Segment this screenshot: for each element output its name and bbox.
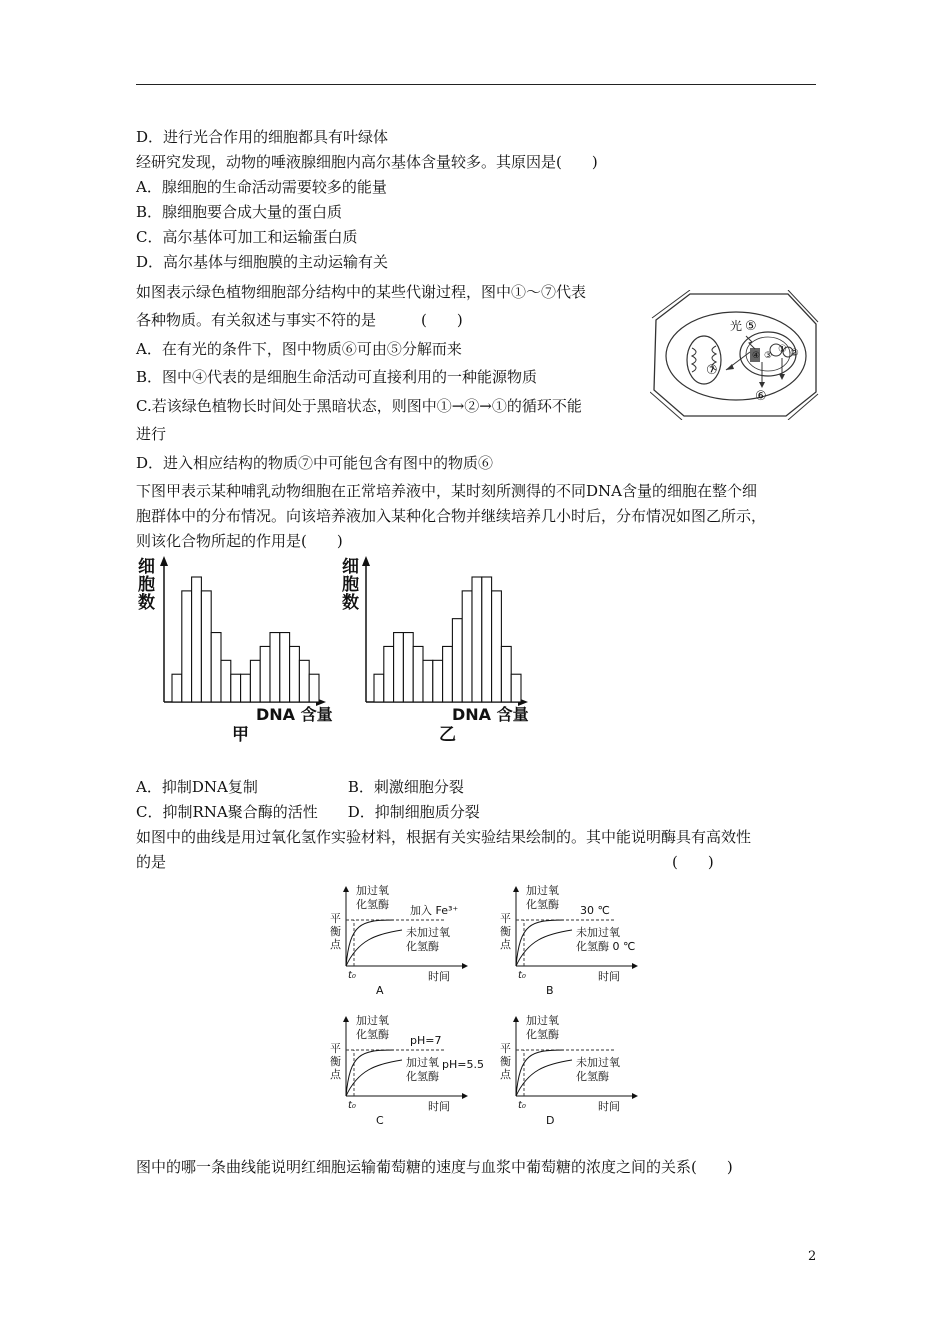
top-curve-label: 加过氧 <box>356 1014 389 1027</box>
histogram-bar <box>182 591 192 702</box>
panel-xlabel: 时间 <box>598 1100 620 1113</box>
panel-x-arrow <box>632 963 638 969</box>
panel-xlabel: 时间 <box>428 1100 450 1113</box>
panel-ylabel-char: 衡 <box>330 925 341 938</box>
histogram-bar <box>472 577 482 702</box>
upper-curve-label: 加入 Fe³⁺ <box>410 904 459 917</box>
q1-option-a: A．腺细胞的生命活动需要较多的能量 <box>136 178 387 196</box>
panel-x-arrow <box>462 1093 468 1099</box>
upper-curve <box>516 920 564 966</box>
panel-ylabel-char: 平 <box>330 912 341 925</box>
q4-stem-line1: 如图中的曲线是用过氧化氢作实验材料，根据有关实验结果绘制的。其中能说明酶具有高效性 <box>136 828 752 846</box>
lower-curve-label: 化氢酶 <box>406 1070 439 1083</box>
panel-y-arrow <box>513 886 519 892</box>
q3-stem-line3: 则该化合物所起的作用是( ) <box>136 532 343 550</box>
histogram-yi <box>342 556 529 745</box>
lower-curve-label: 未加过氧 <box>406 926 450 939</box>
page-number: 2 <box>808 1249 817 1264</box>
q4-stem-line2: 的是 <box>136 853 167 871</box>
histogram-bar <box>433 660 443 702</box>
q1-option-c: C．高尔基体可加工和运输蛋白质 <box>136 228 358 246</box>
ylabel-yi-2: 胞 <box>342 575 359 595</box>
enzyme-curves-figure <box>300 870 660 1130</box>
upper-curve-label: pH=7 <box>410 1034 442 1047</box>
histogram-bar <box>462 591 472 702</box>
panel-ylabel-char: 平 <box>330 1042 341 1055</box>
lower-curve-label: 未加过氧 <box>576 1056 620 1069</box>
bars-jia <box>172 577 319 702</box>
lower-curve-label: 化氢酶 0 ℃ <box>576 940 636 953</box>
panel-ylabel-char: 点 <box>330 1068 341 1081</box>
top-curve-label: 加过氧 <box>526 884 559 897</box>
bars-yi <box>374 577 521 702</box>
enzyme-panel-D <box>500 1013 638 1127</box>
q1-option-d: D．高尔基体与细胞膜的主动运输有关 <box>136 253 389 271</box>
ylabel-jia-1: 细 <box>138 557 155 577</box>
panel-t0: t₀ <box>348 1100 356 1111</box>
histogram-bar <box>394 633 404 702</box>
panel-letter: A <box>376 984 384 997</box>
panel-ylabel-char: 点 <box>500 1068 511 1081</box>
q2-option-d: D．进入相应结构的物质⑦中可能包含有图中的物质⑥ <box>136 454 494 472</box>
label-yi: 乙 <box>439 725 456 745</box>
panel-y-arrow <box>343 1016 349 1022</box>
panel-ylabel-char: 点 <box>330 938 341 951</box>
panel-letter: C <box>376 1114 384 1127</box>
histogram-bar <box>192 577 202 702</box>
q2-option-a: A．在有光的条件下，图中物质⑥可由⑤分解而来 <box>136 340 462 358</box>
histogram-jia <box>138 556 333 745</box>
q3-options-ab: A．抑制DNA复制 B．刺激细胞分裂 <box>136 778 464 796</box>
panel-t0: t₀ <box>348 970 356 981</box>
q2-option-c-line2: 进行 <box>136 425 167 443</box>
q5-stem: 图中的哪一条曲线能说明红细胞运输葡萄糖的速度与血浆中葡萄糖的浓度之间的关系( ) <box>136 1158 733 1176</box>
histogram-bar <box>403 633 413 702</box>
q1-stem: 经研究发现，动物的唾液腺细胞内高尔基体含量较多。其原因是( ) <box>136 153 598 171</box>
enzyme-panel-C <box>330 1013 484 1127</box>
ylabel-yi-3: 数 <box>342 593 359 613</box>
panel-t0: t₀ <box>518 970 526 981</box>
label-n4: ④ <box>752 351 761 361</box>
top-curve-label: 化氢酶 <box>356 898 389 911</box>
dna-histogram-figure <box>136 552 546 752</box>
ylabel-jia-2: 胞 <box>138 575 155 595</box>
histogram-bar <box>250 660 260 702</box>
q2-stem-line1: 如图表示绿色植物细胞部分结构中的某些代谢过程，图中①～⑦代表 <box>136 283 587 301</box>
histogram-bar <box>260 646 270 702</box>
histogram-bar <box>423 660 433 702</box>
label-n1: ① <box>778 344 787 355</box>
xlabel-yi: DNA 含量 <box>452 705 529 724</box>
top-curve-label: 加过氧 <box>526 1014 559 1027</box>
lower-curve-label: 化氢酶 <box>406 940 439 953</box>
lower-curve-extra-label: pH=5.5 <box>442 1058 484 1071</box>
lower-curve-label: 未加过氧 <box>576 926 620 939</box>
q2-option-c-line1: C.若该绿色植物长时间处于黑暗状态，则图中①→②→①的循环不能 <box>136 397 582 415</box>
upper-curve <box>346 1050 394 1096</box>
histogram-bar <box>231 674 241 702</box>
histogram-bar <box>501 646 511 702</box>
label-n7: ⑦ <box>706 363 718 378</box>
q3-stem-line2: 胞群体中的分布情况。向该培养液加入某种化合物并继续培养几小时后，分布情况如图乙所示， <box>136 507 767 525</box>
top-curve-label: 加过氧 <box>356 884 389 897</box>
panel-y-arrow <box>513 1016 519 1022</box>
upper-curve-label: 30 ℃ <box>580 904 610 917</box>
histogram-bar <box>384 646 394 702</box>
q2-stem-line2: 各种物质。有关叙述与事实不符的是 ( ) <box>136 311 463 329</box>
light-label: 光 <box>730 319 743 333</box>
histogram-bar <box>221 660 231 702</box>
q3-stem-line1: 下图甲表示某种哺乳动物细胞在正常培养液中，某时刻所测得的不同DNA含量的细胞在整个细 <box>136 482 757 500</box>
histogram-bar <box>290 646 300 702</box>
enzyme-panel-B <box>500 883 638 997</box>
label-n3: ③ <box>764 351 773 361</box>
histogram-bar <box>201 591 211 702</box>
histogram-bar <box>172 674 182 702</box>
label-n6: ⑥ <box>755 389 767 404</box>
panel-letter: B <box>546 984 554 997</box>
panel-ylabel-char: 平 <box>500 1042 511 1055</box>
header-rule <box>136 84 816 85</box>
q2-option-b: B．图中④代表的是细胞生命活动可直接利用的一种能源物质 <box>136 368 538 386</box>
panel-ylabel-char: 衡 <box>500 925 511 938</box>
histogram-bar <box>211 633 221 702</box>
panel-xlabel: 时间 <box>598 970 620 983</box>
lower-curve-label: 化氢酶 <box>576 1070 609 1083</box>
ylabel-jia-3: 数 <box>138 593 155 613</box>
panel-ylabel-char: 平 <box>500 912 511 925</box>
ylabel-yi-1: 细 <box>342 557 359 577</box>
plant-cell-figure <box>650 290 820 420</box>
histogram-bar <box>452 619 462 702</box>
histogram-bar <box>299 660 309 702</box>
panel-t0: t₀ <box>518 1100 526 1111</box>
histogram-bar <box>241 674 251 702</box>
panel-y-arrow <box>343 886 349 892</box>
lower-curve-label: 加过氧 <box>406 1056 439 1069</box>
histogram-bar <box>280 633 290 702</box>
panel-xlabel: 时间 <box>428 970 450 983</box>
panel-ylabel-char: 衡 <box>500 1055 511 1068</box>
panel-ylabel-char: 衡 <box>330 1055 341 1068</box>
top-curve-label: 化氢酶 <box>526 1028 559 1041</box>
q3-options-cd: C．抑制RNA聚合酶的活性 D．抑制细胞质分裂 <box>136 803 480 821</box>
histogram-bar <box>270 633 280 702</box>
label-n5: ⑤ <box>745 319 757 334</box>
q-prev-option-d: D．进行光合作用的细胞都具有叶绿体 <box>136 128 389 146</box>
panel-ylabel-char: 点 <box>500 938 511 951</box>
q1-option-b: B．腺细胞要合成大量的蛋白质 <box>136 203 343 221</box>
histogram-bar <box>443 646 453 702</box>
xlabel-jia: DNA 含量 <box>256 705 333 724</box>
top-curve-label: 化氢酶 <box>356 1028 389 1041</box>
histogram-bar <box>309 674 319 702</box>
histogram-bar <box>413 646 423 702</box>
histogram-bar <box>374 674 384 702</box>
top-curve-label: 化氢酶 <box>526 898 559 911</box>
upper-curve <box>346 920 394 966</box>
histogram-bar <box>492 591 502 702</box>
enzyme-panel-A <box>330 883 468 997</box>
label-jia: 甲 <box>232 725 249 745</box>
panel-x-arrow <box>632 1093 638 1099</box>
q4-answer-paren: ( ) <box>672 853 714 871</box>
label-n2: ② <box>790 348 799 359</box>
panel-letter: D <box>546 1114 555 1127</box>
histogram-bar <box>482 577 492 702</box>
upper-curve <box>516 1050 564 1096</box>
panel-x-arrow <box>462 963 468 969</box>
histogram-bar <box>511 674 521 702</box>
